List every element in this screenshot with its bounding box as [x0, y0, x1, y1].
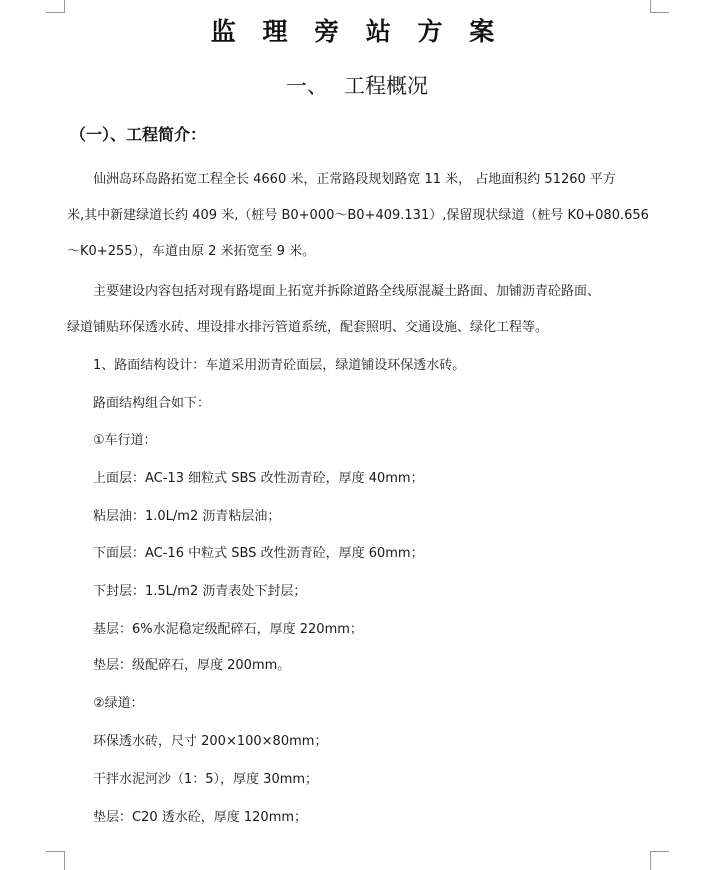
paragraph-line: ～K0+255），车道由原 2 米拓宽至 9 米。	[67, 244, 316, 259]
list-item: 下面层：AC-16 中粒式 SBS 改性沥青砼，厚度 60mm；	[93, 546, 424, 561]
list-item: 基层：6%水泥稳定级配碎石，厚度 220mm；	[93, 622, 363, 637]
section-number: 一、	[286, 74, 328, 98]
paragraph-line: 仙洲岛环岛路拓宽工程全长 4660 米，正常路段规划路宽 11 米， 占地面积约 51260 平方	[93, 172, 616, 187]
crop-mark-top-right	[650, 0, 669, 13]
list-item: 垫层：级配碎石，厚度 200mm。	[93, 658, 291, 673]
list-item: 干拌水泥河沙（1：5），厚度 30mm；	[93, 772, 319, 787]
crop-mark-bottom-right	[650, 851, 669, 870]
list-label: ①车行道：	[93, 433, 157, 448]
subsection-heading: （一）、工程简介：	[70, 125, 207, 144]
section-title: 工程概况	[344, 74, 428, 98]
crop-mark-bottom-left	[46, 851, 65, 870]
list-item: 环保透水砖，尺寸 200×100×80mm；	[93, 734, 328, 749]
paragraph-line: 绿道铺贴环保透水砖、埋设排水排污管道系统，配套照明、交通设施、绿化工程等。	[67, 320, 549, 335]
list-item: 上面层：AC-13 细粒式 SBS 改性沥青砼，厚度 40mm；	[93, 471, 424, 486]
crop-mark-top-left	[46, 0, 65, 13]
paragraph-line: 1、路面结构设计：车道采用沥青砼面层，绿道铺设环保透水砖。	[93, 358, 466, 373]
document-title: 监 理 旁 站 方 案	[210, 17, 504, 46]
list-label: ②绿道：	[93, 696, 144, 711]
paragraph-line: 路面结构组合如下：	[93, 396, 211, 411]
paragraph-line: 主要建设内容包括对现有路堤面上拓宽并拆除道路全线原混凝土路面、加铺沥青砼路面、	[93, 284, 601, 299]
paragraph-line: 米,其中新建绿道长约 409 米,（桩号 B0+000～B0+409.131）,保留现状绿道（桩号 K0+080.656	[67, 208, 649, 223]
list-item: 下封层：1.5L/m2 沥青表处下封层；	[93, 584, 307, 599]
list-item: 粘层油：1.0L/m2 沥青粘层油；	[93, 509, 281, 524]
section-heading	[0, 70, 714, 102]
list-item: 垫层：C20 透水砼，厚度 120mm；	[93, 810, 308, 825]
